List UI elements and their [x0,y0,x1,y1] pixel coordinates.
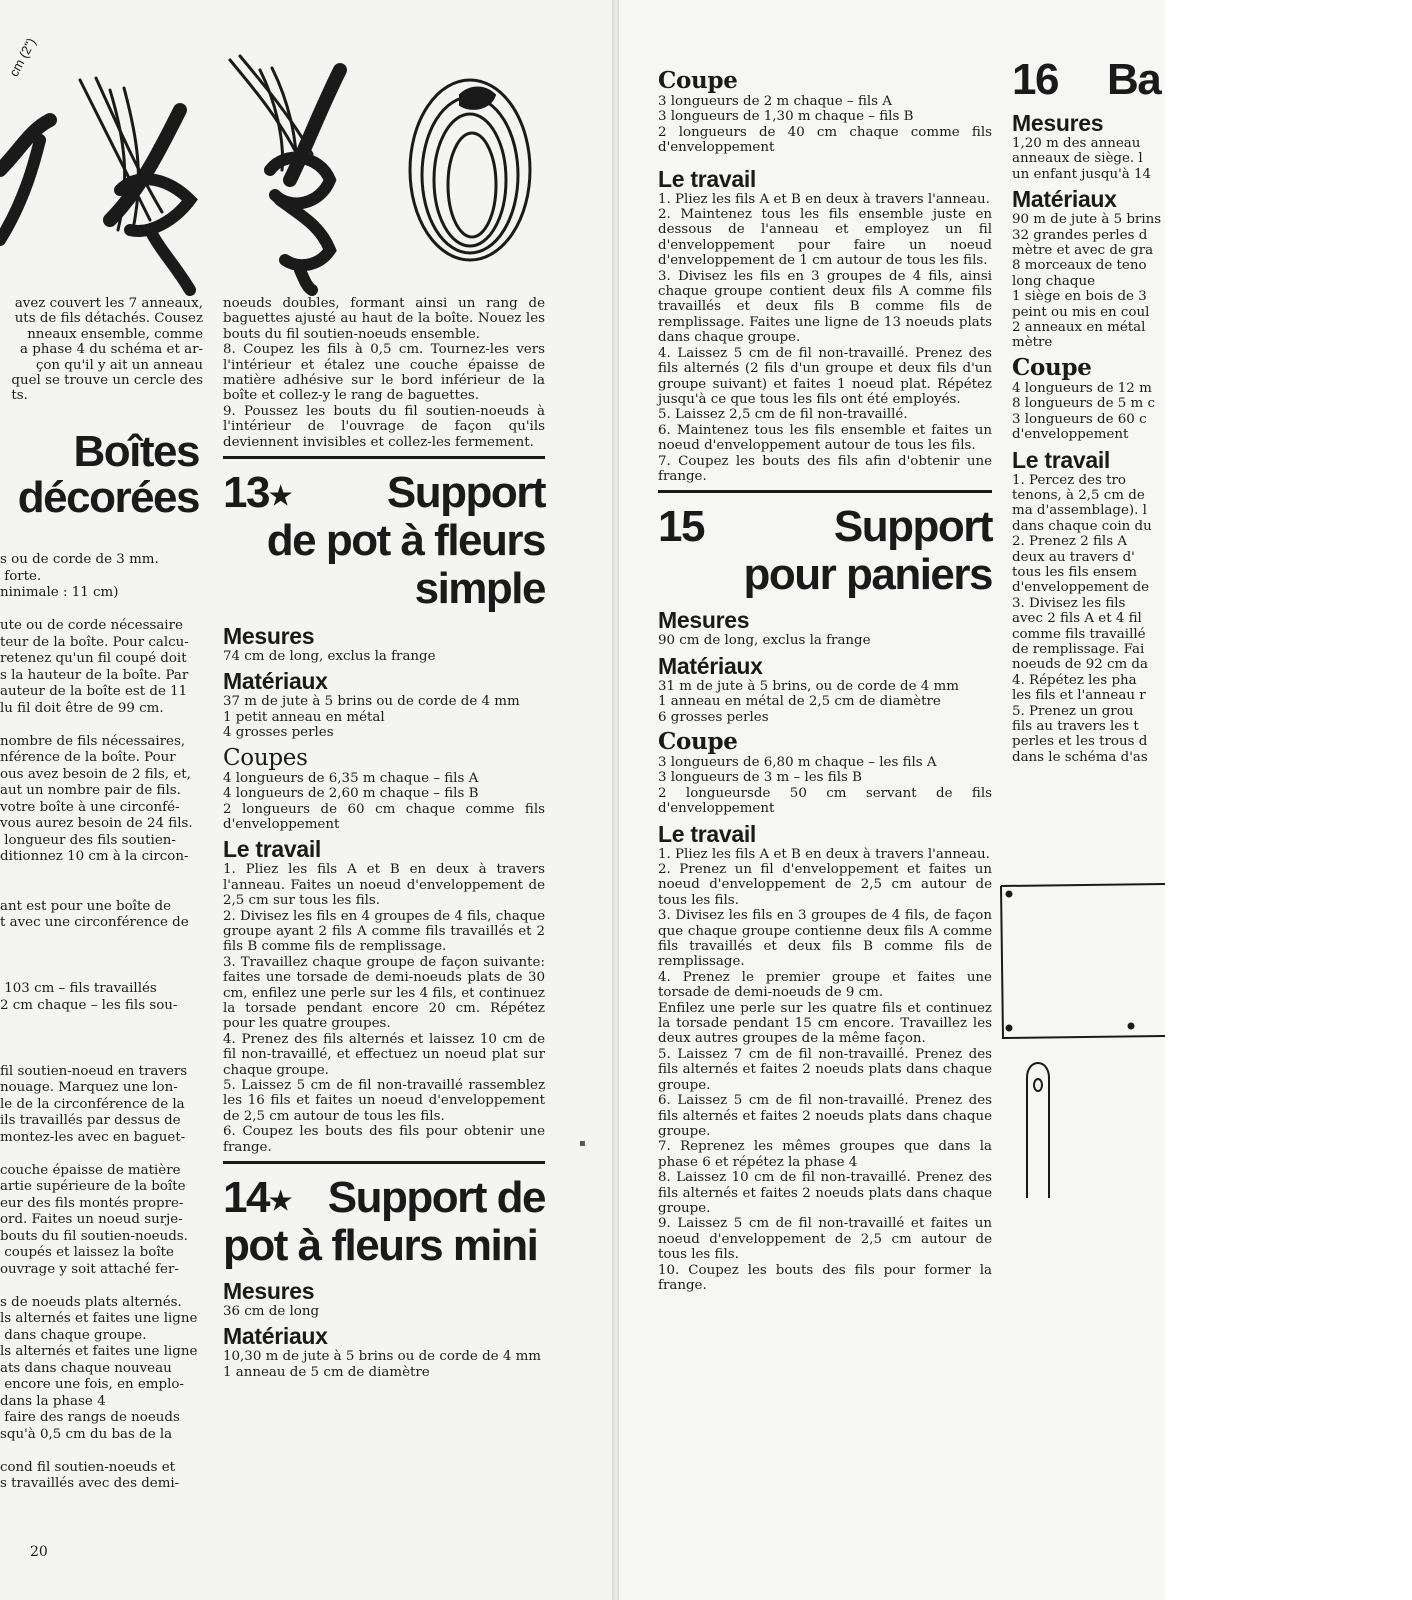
text-line: forte. [0,568,42,584]
text-line: 32 grandes perles d [1012,227,1148,243]
text-line: vous aurez besoin de 24 fils. [0,816,193,831]
section-divider [223,456,545,459]
text-line: le de la circonférence de la [0,1096,185,1112]
text-line: dans chaque coin du [1012,518,1152,534]
step: 3. Divisez les fils en 3 groupes de 4 fils, de façon que chaque groupe contienne deux fils A comme fils travaillés et deux fils B comme fils de remplissage. [658,908,992,970]
step: 5. Laissez 7 cm de fil non-travaillé. Prenez des fils alternés et faites 2 noeuds plats dans chaque groupe. [658,1046,992,1093]
text-line: coupés et laissez la boîte [0,1245,174,1260]
text-line: auteur de la boîte est de 11 [0,684,188,699]
list-item: 4 longueurs de 6,35 m chaque – fils A [223,770,479,786]
text-line: d'enveloppement de [1012,580,1150,596]
number-14: 14 [223,1173,269,1223]
heading-mesures: Mesures [1012,110,1104,136]
step: 6. Maintenez tous les fils ensemble et faites un noeud d'enveloppement autour de tous les fils. [658,422,992,454]
text-line [0,866,197,883]
step: 7. Coupez les bouts des fils afin d'obtenir une frange. [658,453,992,484]
step: 9. Laissez 5 cm de fil non-travaillé et faites un noeud d'enveloppement de 2,5 cm autour de tous les fils. [658,1216,992,1263]
list-item: 6 grosses perles [658,709,769,725]
text-line: ils travaillés par dessus de [0,1113,181,1128]
text-line: mètre et avec de gra [1012,243,1154,259]
list-item: 4 longueurs de 2,60 m chaque – fils B [223,786,479,802]
text-line: cond fil soutien-noeuds et [0,1459,176,1475]
seat-diagram [997,878,1165,1338]
text-line: montez-les avec en baguet- [0,1129,186,1145]
number-13: 13 [223,468,269,518]
text-line: les fils et l'anneau r [1012,688,1146,704]
star-icon: ★ [268,1185,291,1216]
text-line: bouts du fil soutien-noeuds. [0,1228,188,1244]
text-line: artie supérieure de la boîte [0,1179,186,1194]
text-line: nombre de fils nécessaires, [0,733,186,749]
list-item: 31 m de jute à 5 brins, ou de corde de 4 mm [658,678,959,694]
text-line [0,965,197,982]
heading-le-travail: Le travail [1012,446,1110,473]
paragraph: noeuds doubles, formant ainsi un rang de baguettes ajusté au haut de la boîte. Nouez les bouts du fil soutien-noeuds ensemble. [223,296,545,342]
text-line: 103 cm – fils travaillés [0,981,157,996]
text-line: ninimale : 11 cm) [0,585,119,600]
text-line: anneaux de siège. l [1012,151,1143,167]
text-line: 2 anneaux en métal [1012,320,1146,336]
text-line: ma d'assemblage). l [1012,503,1147,519]
heading-materiaux: Matériaux [223,1323,328,1350]
section-title-line: simple [414,564,545,614]
text-line: comme fils travaillé [1012,626,1146,642]
section-divider [658,490,992,493]
section-13 [223,469,545,619]
text-line [0,1014,197,1031]
section-number [223,1174,291,1224]
text-line: ats dans chaque nouveau [0,1360,172,1376]
section-title-line: pour paniers [743,550,992,600]
text-line [0,948,197,965]
step: 1. Pliez les fils A et B en deux à travers l'anneau. [658,846,990,862]
text-line: avez couvert les 7 anneaux, [14,296,203,311]
text-line: çon qu'il y ait un anneau [35,357,203,373]
intro-lines [11,296,203,404]
text-line: squ'à 0,5 cm du bas de la [0,1426,173,1442]
text-line: s de noeuds plats alternés. [0,1294,182,1310]
page-number: 20 [30,1544,48,1560]
text-line: dans le schéma d'as [1012,749,1148,765]
number-16: 16 [1012,55,1058,104]
section-number [223,469,291,519]
step: 8. Laissez 10 cm de fil non-travaillé. Prenez des fils alternés et faites 2 noeuds plats dans chaque groupe. [658,1170,992,1216]
heading-coupe: Coupe [1012,353,1092,381]
title-boites: Boîtes [73,427,199,476]
text-line: 5. Prenez un grou [1012,703,1134,719]
text-line [0,1443,197,1460]
step: 6. Coupez les bouts des fils pour obtenir une frange. [223,1124,545,1155]
text-line: noeuds de 92 cm da [1012,657,1148,673]
text-line [0,1146,197,1163]
illustration-label: cm (2") [6,35,39,80]
section-title-line: Support [386,468,545,518]
text-line: uts de fils détachés. Cousez [14,311,203,327]
boites-title [0,428,203,528]
text-line: de remplissage. Fai [1012,641,1145,657]
text-line: 2. Prenez 2 fils A [1012,534,1128,550]
list-item: 2 longueurs de 40 cm chaque comme fils d'enveloppement [658,124,992,156]
step: 4. Prenez des fils alternés et laissez 10 cm de fil non-travaillé, et effectuez un noeud plat sur chaque groupe. [223,1031,545,1078]
section-title-line: Ba [1107,55,1161,104]
list-item: 37 m de jute à 5 brins ou de corde de 4 mm [223,694,520,710]
step: 2. Maintenez tous les fils ensemble juste en dessous de l'anneau et employez un fil d'enveloppement pour faire un noeud d'enveloppement de 1 cm autour de tous les fils. [658,207,992,269]
text-line: retenez qu'un fil coupé doit [0,651,187,666]
text-line: lu fil doit être de 99 cm. [0,700,164,716]
step-9: 9. Poussez les bouts du fil soutien-noeuds à l'intérieur de l'ouvrage de façon qu'ils deviennent invisibles et collez-les fermement. [223,403,545,450]
star-icon: ★ [268,480,291,511]
step: 1. Pliez les fils A et B en deux à travers l'anneau. Faites un noeud d'enveloppement de 2,5 cm sur tous les fils. [223,862,545,909]
section-14 [223,1174,545,1274]
list-item: 2 longueursde 50 cm servant de fils d'enveloppement [658,785,992,817]
text-line: 90 m de jute à 5 brins [1012,212,1162,228]
section-title-line: pot à fleurs mini [223,1221,538,1271]
text-line: s la hauteur de la boîte. Par [0,667,189,683]
heading-coupe: Coupe [658,67,738,94]
text-line: long chaque [1012,273,1096,289]
text-line: ls alternés et faites une ligne [0,1344,198,1359]
step: 5. Laissez 2,5 cm de fil non-travaillé. [658,407,908,423]
text-line: nneaux ensemble, comme [27,326,203,342]
section-number: 15 [658,502,704,552]
left-page [0,0,614,1600]
text-line: s travaillés avec des demi- [0,1476,180,1491]
text-line: votre boîte à une circonfé- [0,799,180,815]
heading-materiaux: Matériaux [658,652,763,679]
text-line: peint ou mis en coul [1012,304,1150,320]
section-title-line: de pot à fleurs [266,516,545,566]
knot-illustration [0,50,560,290]
text-line: 2 cm chaque – les fils sou- [0,997,178,1013]
text-line: ant est pour une boîte de [0,898,171,914]
list-item: 1 anneau en métal de 2,5 cm de diamètre [658,694,941,710]
text-line [0,717,197,734]
step: 5. Laissez 5 cm de fil non-travaillé rassemblez les 16 fils et faites un noeud d'enveloppement de 2,5 cm autour de tous les fils. [223,1078,545,1124]
text-line: ute ou de corde nécessaire [0,618,183,633]
list-item: 2 longueurs de 60 cm chaque comme fils d'enveloppement [223,801,545,832]
list-item: 1 petit anneau en métal [223,709,385,725]
heading-le-travail: Le travail [658,165,756,192]
text-line: ts. [11,388,28,404]
list-item: 3 longueurs de 1,30 m chaque – fils B [658,109,914,125]
text-line: encore une fois, en emplo- [0,1377,184,1392]
text-line: couche épaisse de matière [0,1162,181,1178]
heading-mesures: Mesures [658,607,750,634]
step: 4. Prenez le premier groupe et faites une torsade de demi-noeuds de 9 cm. [658,969,992,1001]
step: 3. Travaillez chaque groupe de façon suivante: faites une torsade de demi-noeuds plats de 30 cm, enfilez une perle sur les 4 fils, et continuez la torsade pendant encore 20 cm. Répétez pour les quatre groupes. [223,954,545,1032]
step: Enfilez une perle sur les quatre fils et continuez la torsade pendant 15 cm encore. Travaillez les deux autres groupes de la même façon. [658,1000,992,1047]
step: 6. Laissez 5 cm de fil non-travaillé. Prenez des fils alternés et faites 2 noeuds plats dans chaque groupe. [658,1093,992,1139]
list-item: 10,30 m de jute à 5 brins ou de corde de 4 mm [223,1349,541,1365]
text-line: deux au travers d' [1012,549,1135,565]
text-line: fils au travers les t [1012,719,1139,734]
text-line: avec 2 fils A et 4 fil [1012,611,1142,627]
text-line: ord. Faites un noeud surje- [0,1212,183,1227]
heading-mesures: Mesures [223,623,315,650]
text-line: teur de la boîte. Pour calcu- [0,634,189,650]
section-15 [658,503,992,603]
step: 4. Laissez 5 cm de fil non-travaillé. Prenez des fils alternés (2 fils d'un groupe et deux fils d'un groupe suivant) et faites 1 noeud plat. Répétez jusqu'à ce que tous les fils ont été employés. [658,345,992,407]
text-line [0,882,197,899]
text-line [0,1031,197,1048]
text-line: s ou de corde de 3 mm. [0,552,159,567]
list-item: 1 anneau de 5 cm de diamètre [223,1364,430,1380]
text-line: 8 morceaux de teno [1012,258,1147,274]
text-line [0,602,197,619]
text-line: nouage. Marquez une lon- [0,1080,178,1095]
heading-materiaux: Matériaux [1012,186,1117,213]
title-decorees: décorées [17,473,199,522]
left-column-body [0,552,203,1512]
step-8: 8. Coupez les fils à 0,5 cm. Tournez-les vers l'intérieur et étalez une couche épaisse de matière adhésive sur le bord inférieur de la boîte et collez-y le rang de baguettes. [223,342,545,404]
step: 2. Divisez les fils en 4 groupes de 4 fils, chaque groupe ayant 2 fils A comme fils travaillés et 2 fils B comme fils de remplissage. [223,908,545,955]
list-item: 3 longueurs de 6,80 m chaque – les fils A [658,754,937,770]
step: 7. Reprenez les mêmes groupes que dans la phase 6 et répétez la phase 4 [658,1139,992,1170]
text-line: faire des rangs de noeuds [0,1410,180,1425]
text-line: un enfant jusqu'à 14 [1012,166,1152,182]
text-line: 3 longueurs de 60 c [1012,411,1147,427]
heading-mesures: Mesures [223,1278,315,1305]
text-line: ous avez besoin de 2 fils, et, [0,766,191,782]
section-divider [223,1161,545,1164]
text-line: mètre [1012,335,1053,351]
text-line: 1. Percez des tro [1012,472,1126,488]
text-line: 4. Répétez les pha [1012,672,1137,688]
list-item: 3 longueurs de 2 m chaque – fils A [658,94,892,109]
text-line: dans chaque groupe. [0,1327,147,1343]
heading-le-travail: Le travail [223,836,321,863]
heading-materiaux: Matériaux [223,668,328,695]
text-line: 1 siège en bois de 3 [1012,289,1147,305]
text-line [0,1278,197,1295]
text-line: ditionnez 10 cm à la circon- [0,849,189,864]
step: 2. Prenez un fil d'enveloppement et faites un noeud d'enveloppement de 2,5 cm autour de tous les fils. [658,862,992,908]
text-line: perles et les trous d [1012,734,1148,750]
heading-coupe: Coupe [658,727,738,755]
text-line: dans la phase 4 [0,1393,106,1409]
section-16-heading [1012,56,1412,106]
mesures-text: 74 cm de long, exclus la frange [223,649,436,665]
list-item: 3 longueurs de 3 m – les fils B [658,770,862,786]
step: 10. Coupez les bouts des fils pour former la frange. [658,1262,992,1293]
heading-coupes: Coupes [223,744,308,771]
text-line [0,932,197,949]
list-item: 4 grosses perles [223,725,334,741]
text-line: ls alternés et faites une ligne [0,1311,198,1326]
mesures-text: 36 cm de long [223,1304,320,1320]
text-line: a phase 4 du schéma et ar- [19,342,203,358]
text-line: 4 longueurs de 12 m [1012,380,1152,396]
section-title-line: Support [833,502,992,552]
text-line: quel se trouve un cercle des [11,373,203,389]
left-page-right-column [223,296,545,1380]
text-line: d'enveloppement [1012,427,1129,443]
text-line: tenons, à 2,5 cm de [1012,487,1145,503]
text-line: 3. Divisez les fils [1012,595,1126,611]
text-line: 1,20 m des anneau [1012,136,1141,151]
text-line: t avec une circonférence de [0,915,189,930]
text-line: ouvrage y soit attaché fer- [0,1261,179,1277]
text-line: 8 longueurs de 5 m c [1012,396,1156,412]
right-page-column-1 [658,64,992,1293]
right-page [579,0,1165,1600]
text-line [0,1047,197,1064]
step: 1. Pliez les fils A et B en deux à travers l'anneau. [658,191,990,207]
text-line: aut un nombre pair de fils. [0,783,181,798]
section-title-line: Support de [327,1173,545,1223]
text-line: longueur des fils soutien- [0,832,176,848]
text-line: tous les fils ensem [1012,564,1137,580]
text-line: nférence de la boîte. Pour [0,750,176,765]
heading-le-travail: Le travail [658,820,756,847]
print-mark: ▪ [579,1138,586,1149]
text-line: fil soutien-noeud en travers [0,1063,188,1079]
step: 3. Divisez les fils en 3 groupes de 4 fils, ainsi chaque groupe contient deux fils A comme fils travaillés et deux fils B comme fils de remplissage. Faites une ligne de 13 noeuds plats dans chaque groupe. [658,268,992,346]
text-line: eur des fils montés propre- [0,1195,184,1211]
mesures-text: 90 cm de long, exclus la frange [658,633,871,649]
